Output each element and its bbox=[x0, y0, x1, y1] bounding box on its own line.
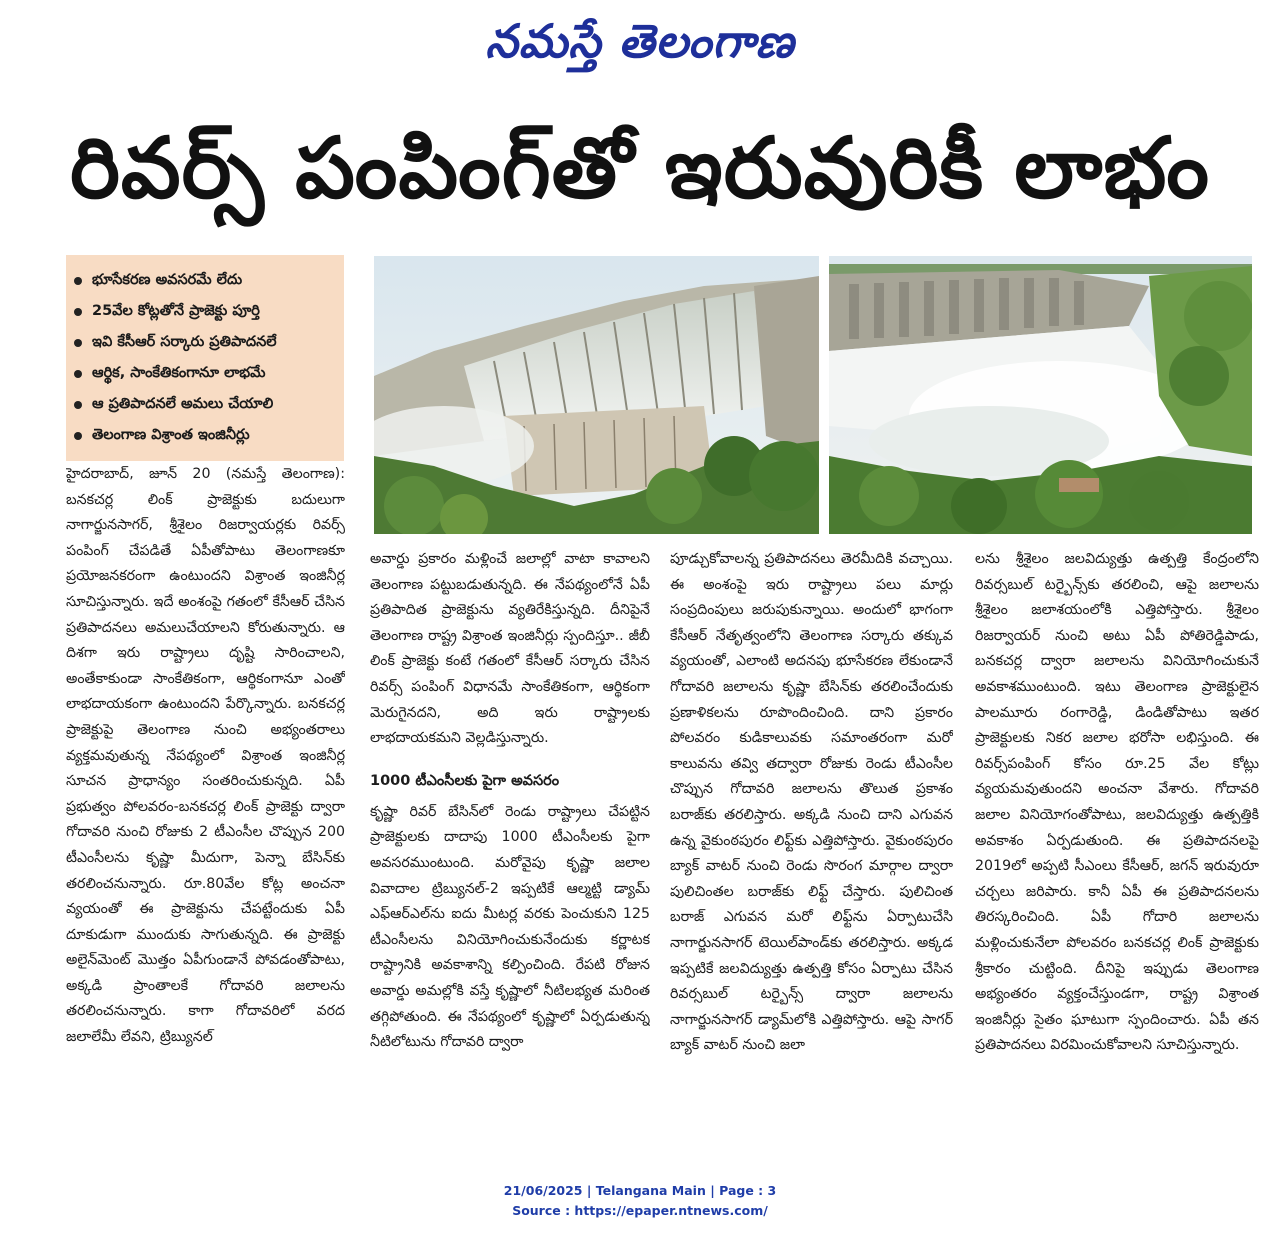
bullet-icon bbox=[74, 432, 82, 440]
highlight-item bbox=[74, 265, 336, 296]
highlight-text: ఇవి కేసీఆర్ సర్కారు ప్రతిపాదనలే bbox=[92, 334, 277, 350]
bullet-icon bbox=[74, 308, 82, 316]
highlight-item bbox=[74, 327, 336, 358]
bullet-icon bbox=[74, 401, 82, 409]
highlight-item bbox=[74, 420, 336, 451]
article-paragraph: లను శ్రీశైలం జలవిద్యుత్తు ఉత్పత్తి కేంద్రంలోని రివర్సబుల్ టర్బైన్స్‌కు తరలించి, ఆపై జలాలను శ్రీశైలం జలాశయంలోకి ఎత్తిపోస్తారు. శ్రీశైలం రిజర్వాయర్ నుంచి అటు ఏపీ పోతిరెడ్డిపాడు, బనకచర్ల ద్వారా జలాలను వినియోగించుకునే అవకాశముంటుంది. ఇటు తెలంగాణ ప్రాజెక్టులైన పాలమూరు రంగారెడ్డి, డిండితోపాటు ఇతర ప్రాజెక్టులకు నికర జలాల భరోసా లభిస్తుంది. ఈ రివర్స్‌పంపింగ్ కోసం రూ.25 వేల కోట్లు వ్యయమవుతుందని అంచనా వేశారు. గోదావరి జలాల వినియోగంతోపాటు, జలవిద్యుత్తు ఉత్పత్తికి అవకాశం ఏర్పడుతుంది. ఈ ప్రతిపాదనలపై 2019లో అప్పటి సీఎంలు కేసీఆర్, జగన్ ఇరువురూ చర్చలు జరిపారు. కానీ ఏపీ ఈ ప్రతిపాదనలను తిరస్కరించింది. ఏపీ గోదారి జలాలను మళ్లించుకునేలా పోలవరం బనకచర్ల లింక్ ప్రాజెక్టుకు శ్రీకారం చుట్టింది. దీనిపై ఇప్పుడు తెలంగాణ అభ్యంతరం వ్యక్తంచేస్తుండగా, రాష్ట్ర విశ్రాంత ఇంజినీర్లు సైతం ఘాటుగా స్పందించారు. ఏపీ తన ప్రతిపాదనలు విరమించుకోవాలని సూచిస్తున్నారు. bbox=[975, 551, 1259, 1054]
highlight-text: 25వేల కోట్లతోనే ప్రాజెక్టు పూర్తి bbox=[92, 303, 260, 319]
footer-edition-info: 21/06/2025 | Telangana Main | Page : 3 bbox=[503, 1183, 777, 1198]
highlight-text: ఆ ప్రతిపాదనలే అమలు చేయాలి bbox=[92, 396, 274, 412]
highlights-list bbox=[74, 265, 336, 451]
highlight-text: భూసేకరణ అవసరమే లేదు bbox=[92, 272, 243, 288]
article-column-4 bbox=[975, 547, 1259, 1112]
bullet-icon bbox=[74, 370, 82, 378]
highlight-item bbox=[74, 358, 336, 389]
bullet-icon bbox=[74, 339, 82, 347]
article-column-3 bbox=[670, 547, 953, 1112]
article-paragraph: కృష్ణా రివర్ బేసిన్‌లో రెండు రాష్ట్రాలు చేపట్టిన ప్రాజెక్టులకు దాదాపు 1000 టీఎంసీలకు పైగా అవసరముంటుంది. మరోవైపు కృష్ణా జలాల వివాదాల ట్రిబ్యునల్-2 ఇప్పటికే ఆల్మట్టి డ్యామ్ ఎఫ్‌ఆర్‌ఎల్‌ను ఐదు మీటర్ల వరకు పెంచుకుని 125 టీఎంసీలను వినియోగించుకునేందుకు కర్ణాటక రాష్ట్రానికి అవకాశాన్ని కల్పించింది. రేపటి రోజున అవార్డు అమల్లోకి వస్తే కృష్ణాలో నీటిలభ్యత మరింత తగ్గిపోతుంది. ఈ నేపథ్యంలో కృష్ణాలో ఏర్పడుతున్న నీటిలోటును గోదావరి ద్వారా bbox=[370, 803, 650, 1051]
headline: రివర్స్ పంపింగ్‌తో ఇరువురికీ లాభం bbox=[70, 119, 1210, 217]
article-paragraph: అవార్డు ప్రకారం మళ్లించే జలాల్లో వాటా కావాలని తెలంగాణ పట్టుబడుతున్నది. ఈ నేపథ్యంలోనే ఏపీ ప్రతిపాదిత ప్రాజెక్టును వ్యతిరేకిస్తున్నది. దీనిపైనే తెలంగాణ రాష్ట్ర విశ్రాంత ఇంజినీర్లు స్పందిస్తూ.. జీబీ లింక్ ప్రాజెక్టు కంటే గతంలో కేసీఆర్ సర్కారు చేసిన రివర్స్ పంపింగ్ విధానమే సాంకేతికంగా, ఆర్థికంగా మెరుగైనదని, అది ఇరు రాష్ట్రాలకు లాభదాయకమని వెల్లడిస్తున్నారు. bbox=[370, 551, 650, 747]
highlights-box bbox=[66, 255, 344, 461]
masthead-logo: నమస్తే తెలంగాణ bbox=[485, 14, 795, 68]
page-footer bbox=[0, 1181, 1280, 1221]
article-column-1 bbox=[66, 462, 345, 1112]
dam-photo-nagarjunasagar bbox=[374, 256, 819, 534]
dam-photo-srisailam bbox=[829, 256, 1252, 534]
highlight-text: తెలంగాణ విశ్రాంత ఇంజినీర్లు bbox=[92, 427, 250, 443]
article-paragraph: పూడ్చుకోవాలన్న ప్రతిపాదనలు తెరమీదికి వచ్చాయి. ఈ అంశంపై ఇరు రాష్ట్రాలు పలు మార్లు సంప్రదింపులు జరుపుకున్నాయి. అందులో భాగంగా కేసీఆర్ నేతృత్వంలోని తెలంగాణ సర్కారు తక్కువ వ్యయంతో, ఎలాంటి అదనపు భూసేకరణ లేకుండానే గోదావరి జలాలను కృష్ణా బేసిన్‌కు తరలించేందుకు ప్రణాళికలను రూపొందించింది. దాని ప్రకారం పోలవరం కుడికాలువకు సమాంతరంగా మరో కాలువను తవ్వి తద్వారా రోజుకు రెండు టీఎంసీల చొప్పున గోదావరి జలాలను తొలుత ప్రకాశం బరాజ్‌కు తరలిస్తారు. అక్కడి నుంచి దాని ఎగువన ఉన్న వైకుంఠపురం లిఫ్ట్‌కు ఎత్తిపోస్తారు. వైకుంఠపురం బ్యాక్ వాటర్ నుంచి రెండు సొరంగ మార్గాల ద్వారా పులిచింతల బరాజ్‌కు లిఫ్ట్ చేస్తారు. పులిచింత బరాజ్ ఎగువన మరో లిఫ్ట్‌ను ఏర్పాటుచేసి నాగార్జునసాగర్ టెయిల్‌పాండ్‌కు తరలిస్తారు. అక్కడ ఇప్పటికే జలవిద్యుత్తు ఉత్పత్తి కోసం ఏర్పాటు చేసిన రివర్సబుల్ టర్బైన్స్ ద్వారా జలాలను నాగార్జునసాగర్ డ్యామ్‌లోకి ఎత్తిపోస్తారు. ఆపై సాగర్ బ్యాక్ వాటర్ నుంచి జలా bbox=[670, 551, 953, 1054]
highlight-item bbox=[74, 296, 336, 327]
highlight-item bbox=[74, 389, 336, 420]
article-paragraph: హైదరాబాద్, జూన్ 20 (నమస్తే తెలంగాణ): బనకచర్ల లింక్ ప్రాజెక్టుకు బదులుగా నాగార్జునసాగర్, శ్రీశైలం రిజర్వాయర్లకు రివర్స్ పంపింగ్ చేపడితే ఏపీతోపాటు తెలంగాణకూ ప్రయోజనకరంగా ఉంటుందని విశ్రాంత ఇంజినీర్ల సూచిస్తున్నారు. ఇదే అంశంపై గతంలో కేసీఆర్ చేసిన ప్రతిపాదనలు అమలుచేయాలని కోరుతున్నారు. ఆ దిశగా ఇరు రాష్ట్రాలు దృష్టి సారించాలని, అంతేకాకుండా సాంకేతికంగా, ఆర్థికంగానూ ఎంతో లాభదాయకంగా ఉంటుందని పేర్కొన్నారు. బనకచర్ల ప్రాజెక్టుపై తెలంగాణ నుంచి అభ్యంతరాలు వ్యక్తమవుతున్న నేపథ్యంలో విశ్రాంత ఇంజినీర్ల సూచన ప్రాధాన్యం సంతరించుకున్నది. ఏపీ ప్రభుత్వం పోలవరం-బనకచర్ల లింక్ ప్రాజెక్టు ద్వారా గోదావరి నుంచి రోజుకు 2 టీఎంసీల చొప్పున 200 టీఎంసీలను కృష్ణా మీదుగా, పెన్నా బేసిన్‌కు తరలించనున్నారు. రూ.80వేల కోట్ల అంచనా వ్యయంతో ఈ ప్రాజెక్టును చేపట్టేందుకు ఏపీ దూకుడుగా ముందుకు సాగుతున్నది. ఈ ప్రాజెక్టు అలైన్‌మెంట్ మొత్తం ఏపీగుండానే పోవడంతోపాటు, అక్కడి ప్రాంతాలకే గోదావరి జలాలను తరలించనున్నారు. కాగా గోదావరిలో వరద జలాలేమీ లేవని, ట్రిబ్యునల్ bbox=[66, 466, 345, 1046]
article-column-2 bbox=[370, 547, 650, 1112]
bullet-icon bbox=[74, 277, 82, 285]
highlight-text: ఆర్థిక, సాంకేతికంగానూ లాభమే bbox=[92, 365, 266, 381]
footer-source-link[interactable]: Source : https://epaper.ntnews.com/ bbox=[512, 1203, 768, 1218]
article-subheading: 1000 టీఎంసీలకు పైగా అవసరం bbox=[370, 772, 560, 789]
